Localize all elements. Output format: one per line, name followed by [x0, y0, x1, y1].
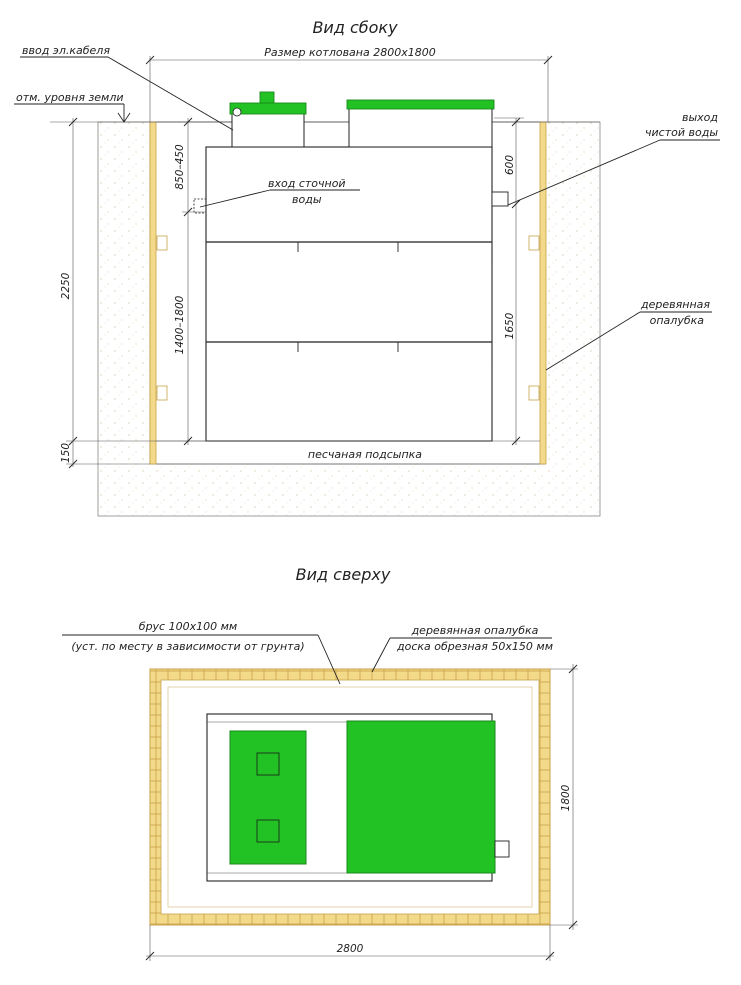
tank-neck-right [349, 108, 492, 147]
dim-2250: 2250 [60, 272, 72, 300]
lid-right-top [347, 721, 495, 873]
pit-size-label: Размер котлована 2800х1800 [264, 46, 436, 59]
hatch-1 [257, 753, 279, 775]
hatch-2 [257, 820, 279, 842]
top-view-title: Вид сверху [295, 565, 391, 584]
side-view [14, 18, 720, 516]
tank-neck-left [232, 113, 304, 147]
dim-2800: 2800 [336, 943, 364, 955]
formwork-wall-right [540, 122, 546, 464]
formwork-label-2: опалубка [649, 314, 704, 327]
dim-1400-1800: 1400–1800 [174, 295, 186, 355]
clean-water-outlet-pipe [492, 192, 508, 206]
side-view-title: Вид сбоку [312, 18, 398, 37]
ground-level-label: отм. уровня земли [16, 91, 124, 104]
top-formwork-label-1: деревянная опалубка [411, 624, 539, 637]
lid-left-top [230, 731, 306, 864]
beam-label-1: брус 100х100 мм [138, 620, 238, 633]
inlet-label-2: воды [292, 193, 322, 206]
beam-label-2: (уст. по месту в зависимости от грунта) [71, 640, 305, 653]
lid-right [347, 100, 494, 109]
dim-1650: 1650 [504, 312, 516, 340]
formwork-label-1: деревянная [641, 298, 710, 311]
outlet-label-1: выход [681, 111, 718, 124]
dim-850-450: 850–450 [174, 144, 186, 190]
cable-port [233, 108, 241, 116]
outlet-pipe-top [495, 841, 509, 857]
sand-bed-label: песчаная подсыпка [307, 448, 423, 461]
lid-vent [260, 92, 274, 103]
formwork-wall-left [150, 122, 156, 464]
cable-entry-leader [108, 57, 233, 130]
inlet-label-1: вход сточной [268, 177, 346, 190]
tank-body [206, 147, 492, 441]
cable-entry-label: ввод эл.кабеля [22, 44, 110, 57]
top-view [62, 565, 578, 961]
lid-left [230, 103, 306, 114]
dim-600: 600 [504, 154, 516, 176]
dim-1800: 1800 [560, 784, 572, 812]
top-formwork-leader [372, 638, 390, 672]
top-formwork-label-2: доска обрезная 50х150 мм [396, 640, 554, 653]
dim-150: 150 [60, 442, 72, 464]
outlet-label-2: чистой воды [645, 126, 718, 139]
